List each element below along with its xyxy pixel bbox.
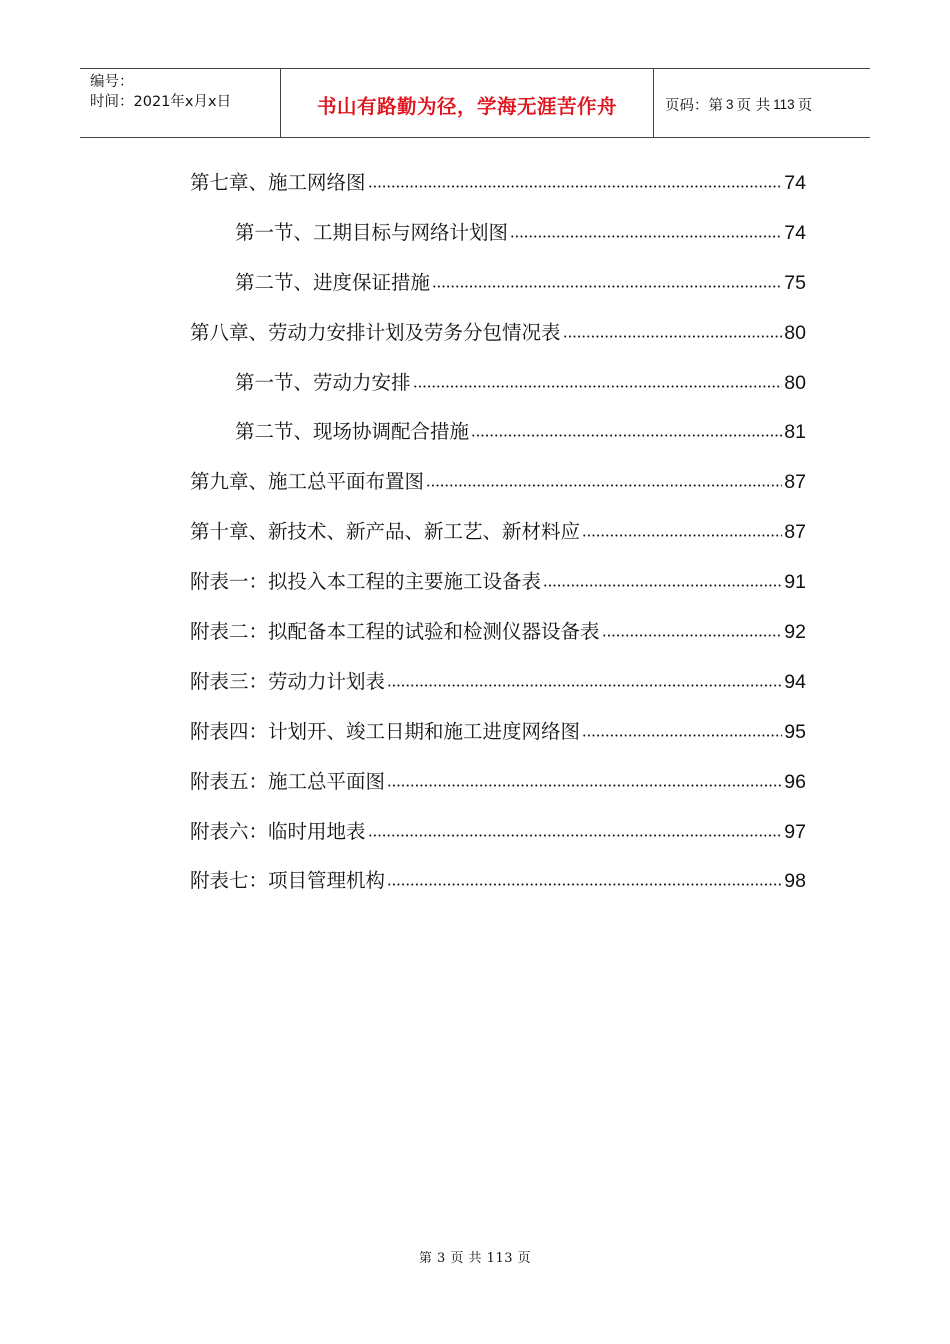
toc-entry[interactable] bbox=[190, 317, 806, 367]
toc-dot-leader bbox=[543, 584, 782, 587]
toc-entry-page: 74 bbox=[784, 221, 806, 244]
toc-dot-leader bbox=[413, 385, 783, 388]
page-mid: 页 共 bbox=[736, 97, 771, 114]
header-page-info bbox=[654, 69, 870, 137]
toc-dot-leader bbox=[510, 235, 782, 238]
page-header bbox=[80, 68, 870, 138]
toc-entry-page: 87 bbox=[784, 471, 806, 494]
toc-dot-leader bbox=[563, 335, 783, 338]
toc-entry-page: 91 bbox=[784, 571, 806, 594]
toc-entry[interactable] bbox=[190, 217, 806, 267]
toc-dot-leader bbox=[582, 734, 782, 737]
toc-entry-page: 92 bbox=[784, 621, 806, 644]
toc-entry[interactable] bbox=[190, 816, 806, 866]
toc-entry[interactable] bbox=[190, 616, 806, 666]
toc-dot-leader bbox=[387, 784, 782, 787]
toc-dot-leader bbox=[387, 684, 782, 687]
toc-entry[interactable] bbox=[190, 566, 806, 616]
toc-entry[interactable] bbox=[190, 865, 806, 915]
toc-entry-label: 第二节、现场协调配合措施 bbox=[235, 420, 470, 444]
toc-dot-leader bbox=[426, 484, 782, 487]
toc-entry-label: 附表一：拟投入本工程的主要施工设备表 bbox=[190, 570, 542, 594]
toc-entry-label: 第九章、施工总平面布置图 bbox=[190, 470, 425, 494]
header-motto: 书山有路勤为径，学海无涯苦作舟 bbox=[281, 69, 654, 137]
toc-entry-page: 81 bbox=[784, 421, 806, 444]
page-current: 3 bbox=[726, 96, 734, 112]
toc-entry-page: 97 bbox=[784, 820, 806, 843]
toc-entry-page: 80 bbox=[784, 321, 806, 344]
page-total: 113 bbox=[773, 96, 795, 112]
toc-entry-label: 附表二：拟配备本工程的试验和检测仪器设备表 bbox=[190, 620, 600, 644]
toc-entry[interactable] bbox=[190, 666, 806, 716]
page-footer: 第 3 页 共 113 页 bbox=[418, 1251, 532, 1266]
toc-dot-leader bbox=[471, 434, 782, 437]
toc-dot-leader bbox=[368, 834, 783, 837]
toc-entry[interactable] bbox=[190, 466, 806, 516]
toc-dot-leader bbox=[432, 285, 782, 288]
toc-entry-page: 98 bbox=[784, 870, 806, 893]
toc-entry-label: 附表五：施工总平面图 bbox=[190, 769, 386, 793]
toc-entry[interactable] bbox=[190, 716, 806, 766]
page-suffix: 页 bbox=[797, 97, 813, 114]
toc-dot-leader bbox=[368, 185, 783, 188]
toc-entry[interactable] bbox=[190, 367, 806, 417]
toc-entry-page: 95 bbox=[784, 720, 806, 743]
page-prefix: 页码：第 bbox=[665, 97, 723, 114]
toc-entry-label: 第一节、劳动力安排 bbox=[235, 370, 411, 394]
toc-entry-label: 第八章、劳动力安排计划及劳务分包情况表 bbox=[190, 320, 561, 344]
toc-entry-label: 第二节、进度保证措施 bbox=[235, 270, 431, 294]
toc-entry[interactable] bbox=[190, 516, 806, 566]
toc-entry-page: 87 bbox=[784, 521, 806, 544]
toc-dot-leader bbox=[387, 883, 782, 886]
time-label: 时间：2021年x月x日 bbox=[90, 94, 232, 110]
toc-entry-label: 附表七：项目管理机构 bbox=[190, 869, 386, 893]
toc-entry-page: 94 bbox=[784, 670, 806, 693]
toc-entry[interactable] bbox=[190, 167, 806, 217]
toc-entry[interactable] bbox=[190, 416, 806, 466]
toc-dot-leader bbox=[602, 634, 783, 637]
header-meta bbox=[80, 69, 281, 137]
toc-dot-leader bbox=[582, 534, 782, 537]
toc-entry-label: 附表四：计划开、竣工日期和施工进度网络图 bbox=[190, 719, 581, 743]
toc-entry-label: 第一节、工期目标与网络计划图 bbox=[235, 220, 509, 244]
toc-entry-label: 附表三：劳动力计划表 bbox=[190, 669, 386, 693]
toc-entry-label: 附表六：临时用地表 bbox=[190, 819, 366, 843]
table-of-contents bbox=[190, 167, 806, 915]
toc-entry[interactable] bbox=[190, 766, 806, 816]
toc-entry-page: 80 bbox=[784, 371, 806, 394]
toc-entry-label: 第七章、施工网络图 bbox=[190, 171, 366, 194]
toc-entry-page: 75 bbox=[784, 271, 806, 294]
number-label: 编号： bbox=[90, 74, 134, 90]
toc-entry-label: 第十章、新技术、新产品、新工艺、新材料应 bbox=[190, 520, 581, 544]
toc-entry-page: 96 bbox=[784, 770, 806, 793]
toc-entry-page: 74 bbox=[784, 172, 806, 194]
toc-entry[interactable] bbox=[190, 267, 806, 317]
